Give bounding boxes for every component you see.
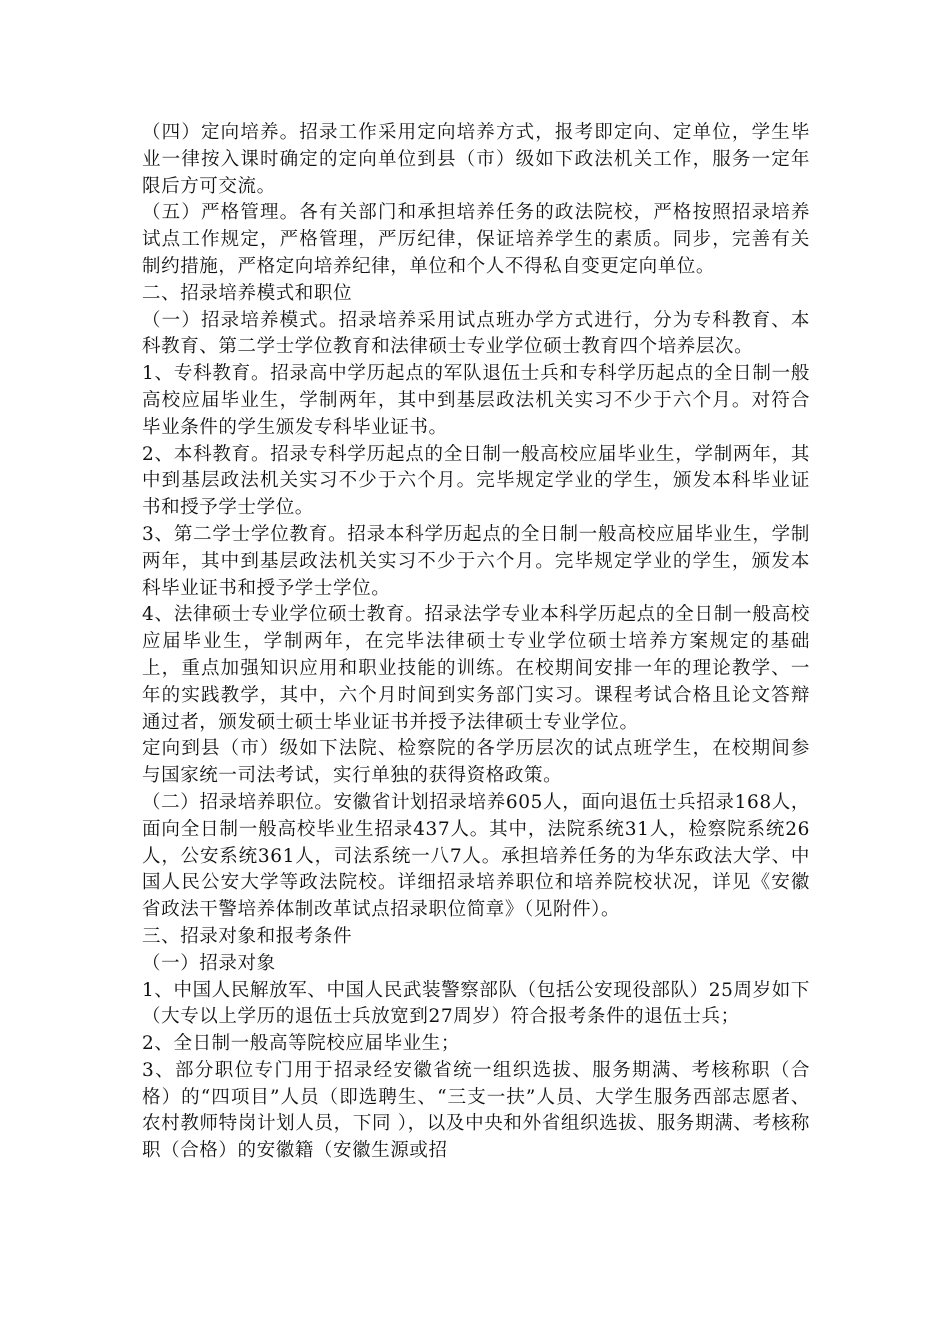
paragraph-section-4-targeted-training: （四）定向培养。招录工作采用定向培养方式，报考即定向、定单位，学生毕业一律按入课时确定的定向单位到县（市）级如下政法机关工作，服务一定年限后方可交流。 (142, 122, 810, 197)
paragraph-section-5-strict-management: （五）严格管理。各有关部门和承担培养任务的政法院校，严格按照招录培养试点工作规定，严格管理，严厉纪律，保证培养学生的素质。同步，完善有关制约措施，严格定向培养纪律，单位和个人不得私自变更定向单位。 (142, 202, 810, 277)
heading-recruitment-targets: （一）招录对象 (142, 952, 276, 974)
document-body (142, 120, 810, 1165)
heading-section-2: 二、招录培养模式和职位 (142, 282, 353, 304)
paragraph-associate-education: 1、专科教育。招录高中学历起点的军队退伍士兵和专科学历起点的全日制一般高校应届毕业生，学制两年，其中到基层政法机关实习不少于六个月。对符合毕业条件的学生颁发专科毕业证书。 (142, 363, 810, 438)
paragraph-law-master-education: 4、法律硕士专业学位硕士教育。招录法学专业本科学历起点的全日制一般高校应届毕业生，学制两年，在完毕法律硕士专业学位硕士培养方案规定的基础上，重点加强知识应用和职业技能的训练。在校期间安排一年的理论教学、一年的实践教学，其中，六个月时间到实务部门实习。课程考试合格且论文答辩通过者，颁发硕士硕士毕业证书并授予法律硕士专业学位。 (142, 604, 810, 733)
paragraph-target-four-programs: 3、部分职位专门用于招录经安徽省统一组织选拔、服务期满、考核称职（合格）的“四项目”人员（即选聘生、“三支一扶”人员、大学生服务西部志愿者、农村教师特岗计划人员，下同 ），以及中央和外省组织选拔、服务期满、考核称职（合格）的安徽籍（安徽生源或招 (142, 1059, 810, 1162)
heading-section-3: 三、招录对象和报考条件 (142, 925, 353, 947)
paragraph-target-graduates: 2、全日制一般高等院校应届毕业生； (142, 1033, 460, 1055)
paragraph-training-mode: （一）招录培养模式。招录培养采用试点班办学方式进行，分为专科教育、本科教育、第二学士学位教育和法律硕士专业学位硕士教育四个培养层次。 (142, 309, 810, 358)
paragraph-undergraduate-education: 2、本科教育。招录专科学历起点的全日制一般高校应届毕业生，学制两年，其中到基层政法机关实习不少于六个月。完毕规定学业的学生，颁发本科毕业证书和授予学士学位。 (142, 443, 810, 519)
paragraph-second-bachelor-education: 3、第二学士学位教育。招录本科学历起点的全日制一般高校应届毕业生，学制两年，其中到基层政法机关实习不少于六个月。完毕规定学业的学生，颁发本科毕业证书和授予学士学位。 (142, 523, 810, 599)
paragraph-target-veterans: 1、中国人民解放军、中国人民武装警察部队（包括公安现役部队）25周岁如下（大专以上学历的退伍士兵放宽到27周岁）符合报考条件的退伍士兵； (142, 979, 810, 1028)
paragraph-training-positions: （二）招录培养职位。安徽省计划招录培养605人，面向退伍士兵招录168人，面向全日制一般高校毕业生招录437人。其中，法院系统31人，检察院系统26人，公安系统361人，司法系统一八7人。承担培养任务的为华东政法大学、中国人民公安大学等政法院校。详细招录培养职位和培养院校状况，详见《安徽省政法干警培养体制改革试点招录职位简章》（见附件）。 (142, 791, 810, 921)
paragraph-judicial-exam: 定向到县（市）级如下法院、检察院的各学历层次的试点班学生，在校期间参与国家统一司法考试，实行单独的获得资格政策。 (142, 738, 810, 787)
